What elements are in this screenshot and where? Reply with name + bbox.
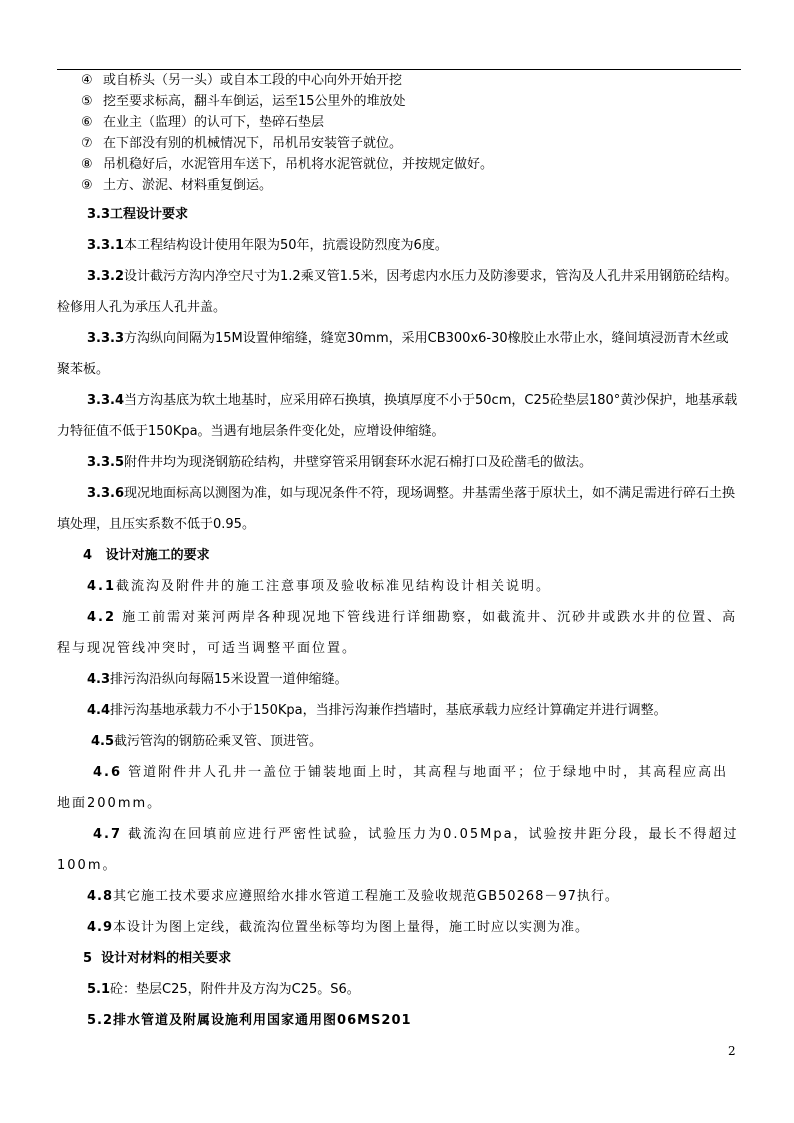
list-marker: ⑤ [81, 94, 93, 109]
paragraph-3-3-1: 3.3.1本工程结构设计使用年限为50年，抗震设防烈度为6度。 [87, 238, 448, 253]
paragraph-4-4: 4.4排污沟基地承载力不小于150Kpa，当排污沟兼作挡墙时，基底承载力应经计算确定并进行调整。 [87, 703, 667, 718]
list-text: 吊机稳好后，水泥管用车送下，吊机将水泥管就位，并按规定做好。 [103, 157, 494, 172]
list-text: 在下部没有别的机械情况下，吊机吊安装管子就位。 [103, 136, 403, 151]
list-text: 在业主（监理）的认可下，垫碎石垫层 [103, 115, 325, 130]
list-marker: ⑥ [81, 115, 93, 130]
list-item [57, 133, 741, 154]
paragraph-3-3-2: 3.3.2设计截污方沟内净空尺寸为1.2乘叉管1.5米，因考虑内水压力及防渗要求，管沟及人孔井采用钢筋砼结构。检修用人孔为承压人孔井盖。 [57, 269, 738, 315]
list-text: 土方、淤泥、材料重复倒运。 [103, 178, 273, 193]
paragraph-4-7: 4.7 截流沟在回填前应进行严密性试验，试验压力为0.05Mpa，试验按井距分段，最长不得超过100m。 [57, 827, 739, 873]
list-item [57, 175, 741, 196]
list-marker: ⑦ [81, 136, 93, 151]
section-heading-5: 5 设计对材料的相关要求 [83, 951, 232, 966]
section-heading-4: 4 设计对施工的要求 [83, 548, 210, 563]
paragraph-4-8: 4.8其它施工技术要求应遵照给水排水管道工程施工及验收规范GB50268－97执行。 [87, 889, 619, 904]
list-text: 挖至要求标高，翻斗车倒运，运至15公里外的堆放处 [103, 94, 406, 109]
section-heading-3-3: 3.3工程设计要求 [87, 207, 189, 222]
list-marker: ⑨ [81, 178, 93, 193]
paragraph-4-3: 4.3排污沟沿纵向每隔15米设置一道伸缩缝。 [87, 672, 348, 687]
list-item [57, 112, 741, 133]
list-item [57, 154, 741, 175]
list-item [57, 91, 741, 112]
paragraph-5-1: 5.1砼：垫层C25，附件井及方沟为C25。S6。 [87, 982, 360, 997]
paragraph-5-2: 5.2排水管道及附属设施利用国家通用图06MS201 [87, 1013, 412, 1028]
paragraph-4-5: 4.5截污管沟的钢筋砼乘叉管、顶进管。 [91, 734, 323, 749]
paragraph-3-3-3: 3.3.3方沟纵向间隔为15M设置伸缩缝，缝宽30mm，采用CB300x6-30橡胶止水带止水，缝间填浸沥青木丝或聚苯板。 [57, 331, 729, 377]
list-text: 或自桥头（另一头）或自本工段的中心向外开始开挖 [103, 73, 403, 88]
paragraph-4-6: 4.6 管道附件井人孔井一盖位于铺装地面上时，其高程与地面平；位于绿地中时，其高程应高出地面200mm。 [57, 765, 729, 811]
list-marker: ⑧ [81, 157, 93, 172]
paragraph-4-2: 4.2 施工前需对莱河两岸各种现况地下管线进行详细勘察，如截流井、沉砂井或跌水井的位置、高程与现况管线冲突时，可适当调整平面位置。 [57, 610, 738, 656]
paragraph-3-3-6: 3.3.6现况地面标高以测图为准，如与现况条件不符，现场调整。井基需坐落于原状土，如不满足需进行碎石土换填处理，且压实系数不低于0.95。 [57, 486, 736, 532]
list-marker: ④ [81, 73, 93, 88]
construction-steps-list [57, 70, 741, 196]
list-item [57, 70, 741, 91]
paragraph-4-9: 4.9本设计为图上定线，截流沟位置坐标等均为图上量得，施工时应以实测为准。 [87, 920, 590, 935]
document-body [57, 70, 741, 1036]
page-number: 2 [728, 1044, 736, 1058]
paragraph-4-1: 4.1截流沟及附件井的施工注意事项及验收标准见结构设计相关说明。 [87, 579, 552, 594]
paragraph-3-3-4: 3.3.4当方沟基底为软土地基时，应采用碎石换填，换填厚度不小于50cm，C25砼垫层180°黄沙保护，地基承载力特征值不低于150Kpa。当遇有地层条件变化处，应增设伸缩缝。 [57, 393, 738, 439]
paragraph-3-3-5: 3.3.5附件井均为现浇钢筋砼结构，井壁穿管采用钢套环水泥石棉打口及砼凿毛的做法。 [87, 455, 593, 470]
